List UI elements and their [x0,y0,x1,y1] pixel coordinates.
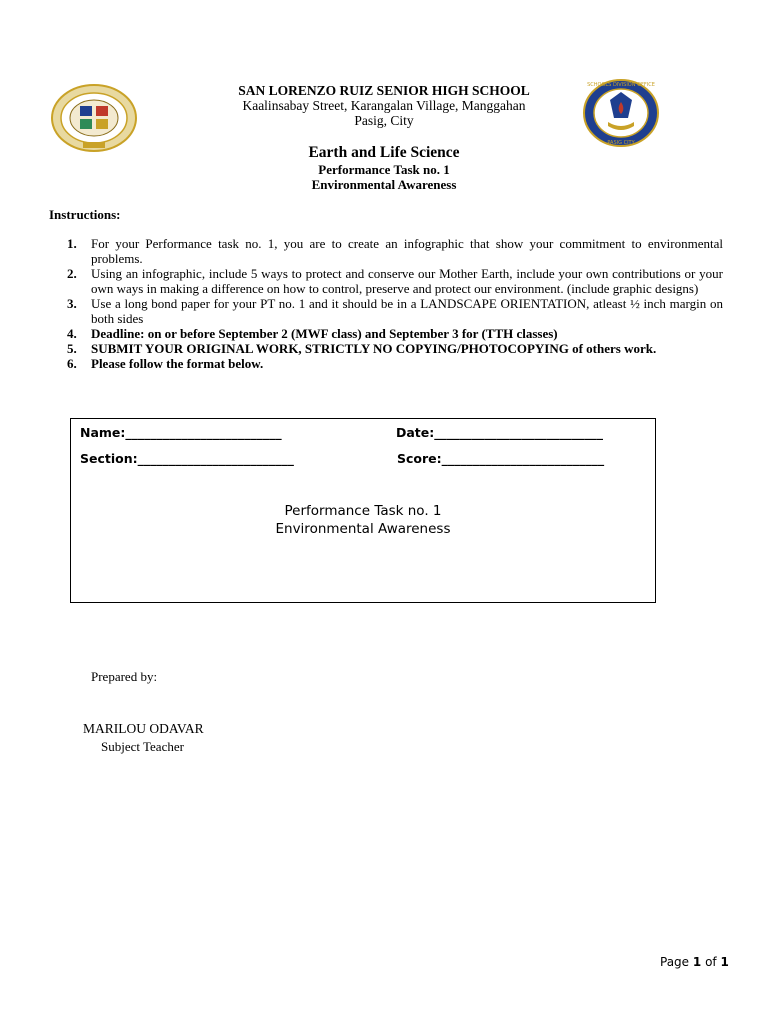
item-text: Please follow the format below. [91,356,264,371]
item-number: 4. [67,326,77,341]
list-item [67,266,723,296]
list-item [67,356,723,371]
topic-title: Environmental Awareness [311,177,457,192]
page-current: 1 [692,955,702,969]
item-number: 3. [67,296,77,311]
box-title-line-1: Performance Task no. 1 [284,503,442,519]
task-title: Performance Task no. 1 [318,162,450,177]
address-line-1: Kaalinsabay Street, Karangalan Village, Manggahan [242,98,526,113]
list-item [67,326,723,341]
item-number: 2. [67,266,77,281]
box-title-line-2: Environmental Awareness [275,521,451,537]
format-box [70,418,656,603]
item-text: Using an infographic, include 5 ways to protect and conserve our Mother Earth, include your own contributions or your own ways in making a difference on how to control, preserve and protect our environment. (include graphic designs) [91,266,723,296]
school-name: SAN LORENZO RUIZ SENIOR HIGH SCHOOL [238,83,530,98]
list-item [67,296,723,326]
item-number: 5. [67,341,77,356]
item-number: 1. [67,236,77,251]
subject-title: Earth and Life Science [308,144,460,161]
page-number [660,955,729,969]
logo-ring-text: SCHOOLS DIVISION OFFICE [587,82,655,88]
instructions-heading: Instructions: [49,207,121,222]
prepared-by-label: Prepared by: [91,669,158,684]
item-text: Deadline: on or before September 2 (MWF class) and September 3 for (TTH classes) [91,326,558,341]
item-number: 6. [67,356,77,371]
item-text: For your Performance task no. 1, you are to create an infographic that show your commitment to environmental problems. [91,236,723,266]
item-text: Use a long bond paper for your PT no. 1 and it should be in a LANDSCAPE ORIENTATION, atleast ½ inch margin on both sides [91,296,723,326]
score-field: Score:__________________________ [397,451,605,466]
teacher-role: Subject Teacher [101,739,184,754]
name-field: Name:_________________________ [80,425,282,440]
logo-bottom-text: PASIG CITY [607,140,635,146]
list-item [67,341,723,356]
address-line-2: Pasig, City [354,113,414,128]
date-field: Date:___________________________ [396,425,604,440]
section-field: Section:_________________________ [80,451,294,466]
item-text: SUBMIT YOUR ORIGINAL WORK, STRICTLY NO COPYING/PHOTOCOPYING of others work. [91,341,657,356]
page-total: 1 [720,955,729,969]
teacher-name: MARILOU ODAVAR [83,721,204,736]
list-item [67,236,723,266]
instructions-list [67,236,723,371]
page-of: of [705,955,717,969]
page-word: Page [660,955,690,969]
